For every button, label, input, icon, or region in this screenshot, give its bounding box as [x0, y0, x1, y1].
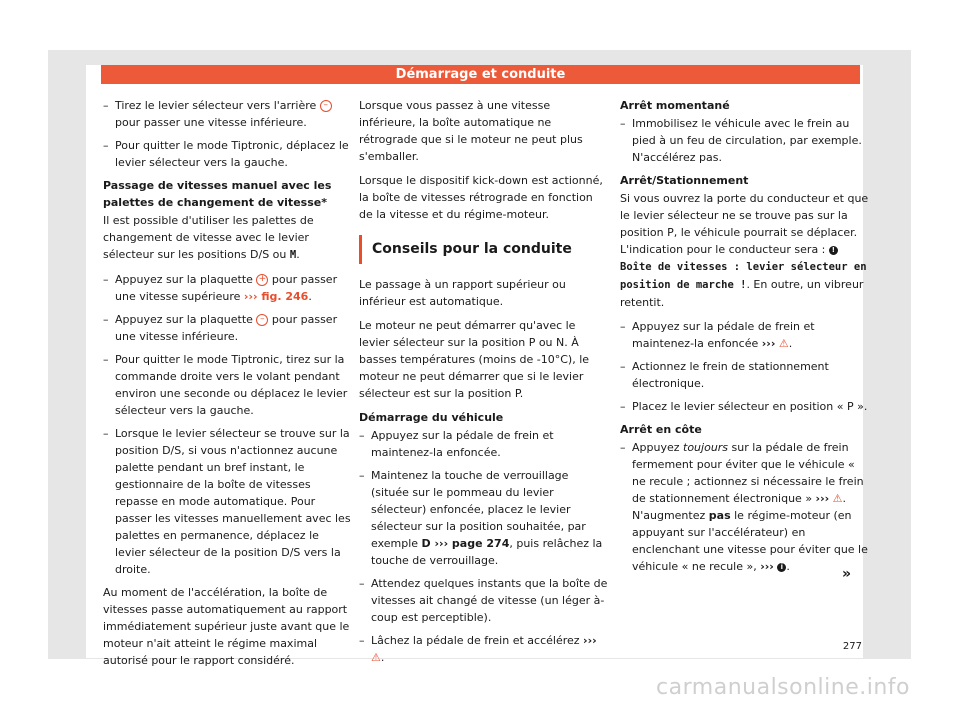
page-link[interactable]: D ››› page 274: [421, 537, 510, 550]
info-link[interactable]: ›››: [760, 560, 774, 573]
warning-link[interactable]: ›››: [815, 492, 830, 505]
list-item: – Appuyez sur la pédale de frein et maintenez-la enfoncée ››› ⚠.: [620, 318, 870, 352]
list-item: – Immobilisez le véhicule avec le frein au pied à un feu de circulation, par exemple. N'accélérez pas.: [620, 115, 870, 166]
paragraph: Le moteur ne peut démarrer qu'avec le levier sélecteur sur la position P ou N. À basses températures (moins de -10°C), le moteur ne peut démarrer que si le levier sélecteur est sur la position P.: [359, 319, 590, 400]
minus-paddle-icon: –: [320, 100, 332, 112]
paragraph: Il est possible d'utiliser les palettes de changement de vitesse avec le levier sélecteur sur les positions D/S ou M.: [103, 214, 314, 261]
list-item: – Pour quitter le mode Tiptronic, tirez sur la commande droite vers le volant pendant environ une seconde ou déplacez le levier sélecteur vers la gauche.: [103, 351, 353, 419]
subheading: Arrêt en côte: [620, 423, 702, 436]
info-icon: !: [829, 246, 838, 255]
minus-paddle-icon: –: [256, 314, 268, 326]
section-title: Conseils pour la conduite: [372, 241, 572, 257]
watermark: carmanualsonline.info: [656, 675, 910, 700]
list-item: – Lâchez la pédale de frein et accélérez ››› ⚠.: [359, 632, 609, 666]
continue-marker: »: [842, 566, 852, 582]
column-1: [103, 97, 353, 676]
figure-link[interactable]: ››› fig. 246: [243, 290, 309, 303]
section-header: Démarrage et conduite: [101, 65, 860, 84]
subheading: Passage de vitesses manuel avec les palettes de changement de vitesse*: [103, 179, 332, 209]
page-number: 277: [842, 641, 862, 652]
warning-icon: ⚠: [371, 651, 381, 664]
paragraph: Le passage à un rapport supérieur ou inférieur est automatique.: [359, 278, 566, 308]
list-item: – Tirez le levier sélecteur vers l'arrière – pour passer une vitesse inférieure.: [103, 97, 353, 131]
list-item: – Pour quitter le mode Tiptronic, déplacez le levier sélecteur vers la gauche.: [103, 137, 353, 171]
list-item: – Lorsque le levier sélecteur se trouve sur la position D/S, si vous n'actionnez aucune palette pendant un bref instant, le gestionnaire de la boîte de vitesses repasse en mode automatique. Pour passer les vitesses manuellement avec les palettes en permanence, déplacez le levier sélecteur de la position D/S vers la droite.: [103, 425, 353, 578]
column-2: [359, 97, 609, 672]
list-item: – Appuyez toujours sur la pédale de frein fermement pour éviter que le véhicule « ne recule ; actionnez si nécessaire le frein de stationnement électronique » ››› ⚠. N'augmentez pas le régime-moteur (en appuyant sur l'accélérateur) en enclenchant une vitesse pour éviter que le véhicule « ne recule », ››› i .: [620, 439, 870, 575]
paragraph: Si vous ouvrez la porte du conducteur et que le levier sélecteur ne se trouve pas sur la position P, le véhicule pourrait se déplacer. L'indication pour le conducteur sera : ! Boîte de vitesses : levier sélecteur en position de marche !. En outre, un vibreur retentit.: [620, 192, 869, 309]
column-3: [620, 97, 870, 581]
warning-link[interactable]: ›››: [761, 337, 776, 350]
paragraph: Au moment de l'accélération, la boîte de vitesses passe automatiquement au rapport immédiatement supérieur juste avant que le moteur n'ait atteint le régime maximal autorisé pour le rapport considéré.: [103, 586, 350, 667]
paragraph: Lorsque vous passez à une vitesse inférieure, la boîte automatique ne rétrograde que si le moteur ne peut plus s'emballer.: [359, 99, 583, 163]
list-item: – Placez le levier sélecteur en position « P ».: [620, 398, 870, 415]
list-item: – Appuyez sur la pédale de frein et maintenez-la enfoncée.: [359, 427, 609, 461]
paragraph: Lorsque le dispositif kick-down est actionné, la boîte de vitesses rétrograde en fonction de la vitesse et du régime-moteur.: [359, 174, 603, 221]
subheading: Arrêt/Stationnement: [620, 174, 749, 187]
subheading: Démarrage du véhicule: [359, 411, 504, 424]
subheading: Arrêt momentané: [620, 99, 730, 112]
section-heading-box: [359, 235, 609, 264]
warning-link[interactable]: ›››: [583, 634, 597, 647]
list-item: – Maintenez la touche de verrouillage (située sur le pommeau du levier sélecteur) enfoncée, placez le levier sélecteur sur la position souhaitée, par exemple D ››› page 274, puis relâchez la touche de verrouillage.: [359, 467, 609, 569]
info-icon: i: [777, 563, 786, 572]
list-item: – Attendez quelques instants que la boîte de vitesses ait changé de vitesse (un léger à-coup est perceptible).: [359, 575, 609, 626]
warning-icon: ⚠: [778, 337, 789, 350]
list-item: – Appuyez sur la plaquette – pour passer une vitesse inférieure.: [103, 311, 353, 345]
warning-icon: ⚠: [832, 492, 843, 505]
list-item: – Actionnez le frein de stationnement électronique.: [620, 358, 870, 392]
list-item: – Appuyez sur la plaquette + pour passer une vitesse supérieure ››› fig. 246.: [103, 271, 353, 305]
plus-paddle-icon: +: [256, 274, 268, 286]
